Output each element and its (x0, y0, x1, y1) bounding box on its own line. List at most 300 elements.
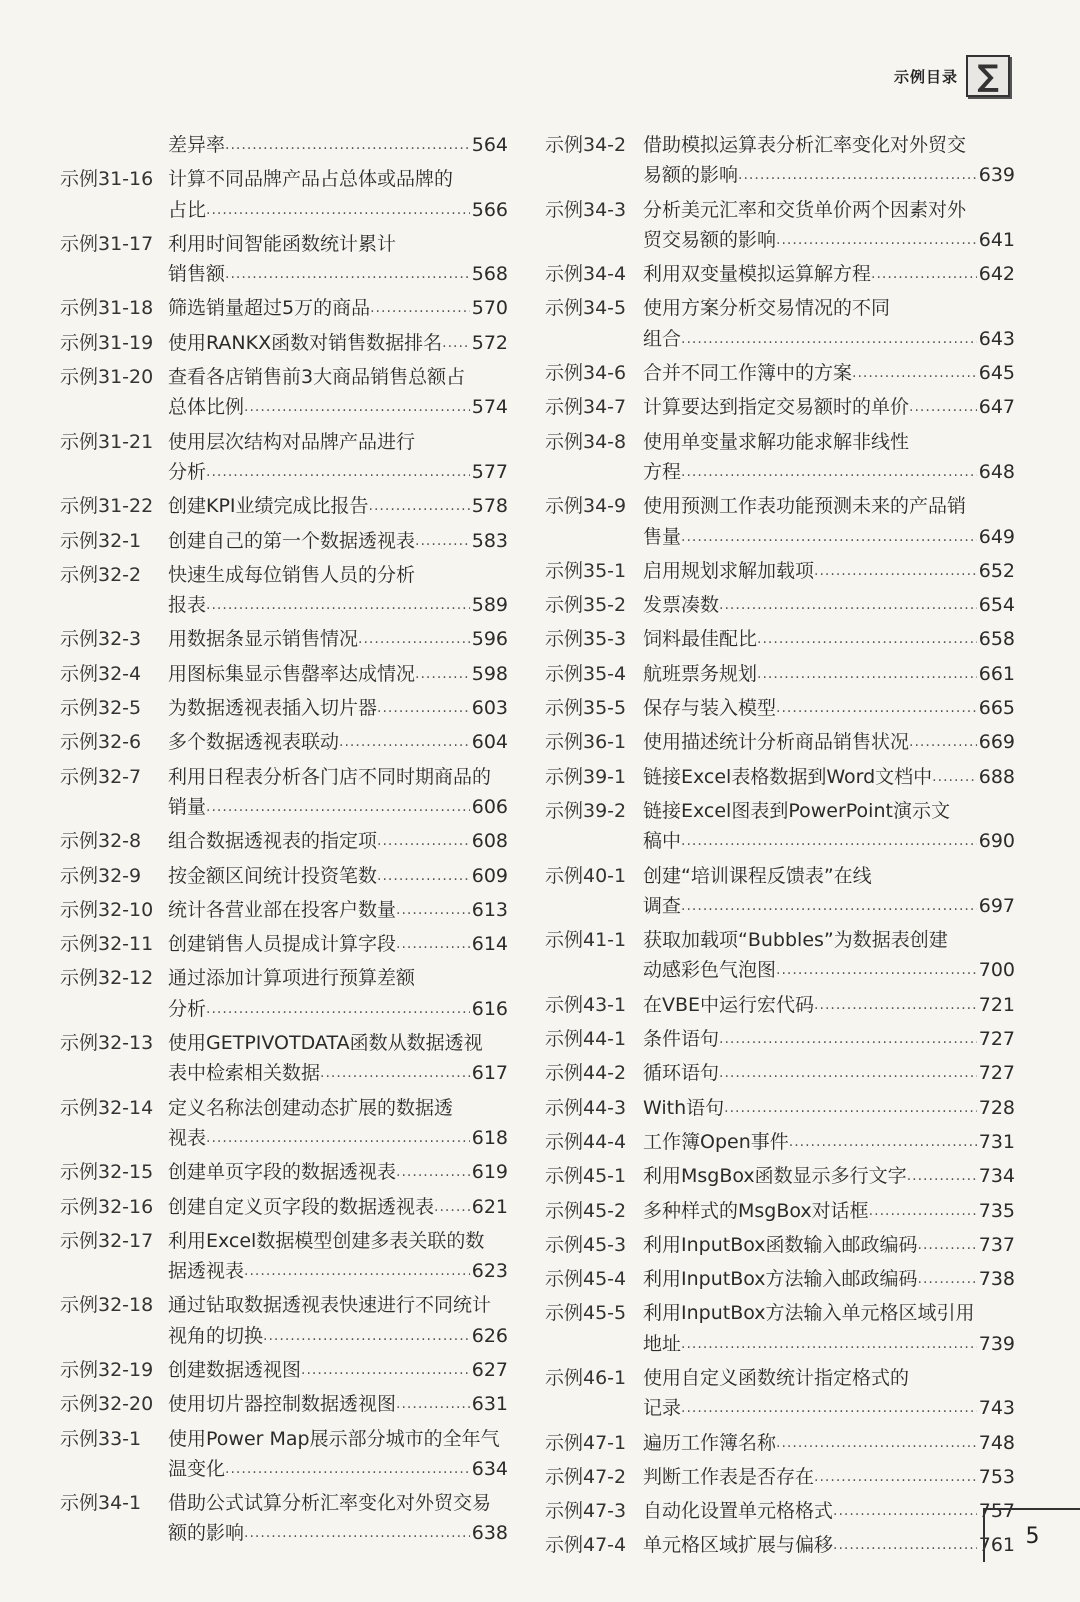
toc-leader-dots (852, 358, 977, 392)
toc-entry-title: 通过钻取数据透视表快速进行不同统计 (168, 1294, 492, 1317)
toc-entry-code (60, 130, 168, 164)
toc-entry[interactable] (60, 762, 508, 827)
toc-entry-title: 合并不同工作簿中的方案 (643, 362, 853, 385)
toc-entry[interactable] (60, 1488, 508, 1553)
toc-entry-title: 利用InputBox函数输入邮政编码 (643, 1233, 918, 1256)
toc-entry-title: 地址 (643, 1332, 682, 1355)
toc-entry-code: 示例32-6 (60, 731, 142, 754)
toc-entry[interactable] (60, 328, 508, 362)
toc-entry-page: 743 (978, 1397, 1015, 1420)
toc-entry[interactable] (60, 861, 508, 895)
toc-entry-page: 737 (978, 1233, 1015, 1256)
toc-entry-page: 654 (978, 594, 1015, 617)
toc-entry-code: 示例34-1 (60, 1492, 142, 1515)
toc-entry-page: 643 (978, 327, 1015, 350)
toc-entry[interactable] (545, 796, 1015, 861)
toc-entry-title: 遍历工作簿名称 (643, 1431, 777, 1454)
toc-entry-title: 条件语句 (643, 1028, 720, 1051)
toc-entry-code: 示例32-20 (60, 1393, 154, 1416)
toc-entry-code: 示例32-17 (60, 1229, 154, 1252)
toc-entry-code: 示例32-1 (60, 529, 142, 552)
toc-leader-dots (719, 590, 977, 624)
toc-entry[interactable] (545, 1363, 1015, 1428)
toc-entry-code: 示例32-11 (60, 933, 154, 956)
page-number-box (983, 1508, 1080, 1562)
toc-entry-page: 616 (471, 997, 508, 1020)
toc-entry-page: 631 (471, 1393, 508, 1416)
toc-leader-dots (206, 457, 470, 491)
toc-leader-dots (369, 491, 470, 525)
toc-leader-dots (776, 955, 977, 989)
toc-entry-title: 多个数据透视表联动 (168, 731, 340, 754)
toc-entry-title: 使用切片器控制数据透视图 (168, 1393, 397, 1416)
toc-entry[interactable] (60, 929, 508, 963)
toc-entry[interactable] (60, 1290, 508, 1355)
toc-entry-code: 示例32-18 (60, 1294, 154, 1317)
toc-entry[interactable] (545, 727, 1015, 761)
toc-entry-title: 利用双变量模拟运算解方程 (643, 263, 872, 286)
toc-entry-title: 创建自己的第一个数据透视表 (168, 529, 416, 552)
toc-entry[interactable] (60, 1093, 508, 1158)
toc-entry-code: 示例34-4 (545, 263, 627, 286)
toc-entry-code: 示例45-4 (545, 1268, 627, 1291)
toc-entry-code: 示例32-5 (60, 697, 142, 720)
toc-entry[interactable] (60, 963, 508, 1028)
toc-leader-dots (776, 225, 977, 259)
toc-entry-title: 利用Excel数据模型创建多表关联的数 (168, 1229, 485, 1252)
toc-entry[interactable] (60, 659, 508, 693)
toc-entry-page: 721 (978, 993, 1015, 1016)
toc-entry[interactable] (545, 293, 1015, 358)
toc-leader-dots (415, 659, 470, 693)
toc-entry[interactable] (545, 1127, 1015, 1161)
toc-entry[interactable] (545, 1496, 1015, 1530)
toc-entry-title: 分析美元汇率和交货单价两个因素对外 (643, 198, 967, 221)
toc-entry[interactable] (545, 1428, 1015, 1462)
toc-entry-code: 示例46-1 (545, 1366, 627, 1389)
toc-entry-title: 表中检索相关数据 (168, 1062, 321, 1085)
toc-entry-code: 示例32-2 (60, 563, 142, 586)
toc-entry-title: 按金额区间统计投资笔数 (168, 864, 378, 887)
toc-entry-title: 总体比例 (168, 396, 245, 419)
toc-entry-title: 用数据条显示销售情况 (168, 628, 359, 651)
toc-entry[interactable] (545, 195, 1015, 260)
toc-entry-code: 示例35-5 (545, 697, 627, 720)
toc-leader-dots (396, 929, 470, 963)
toc-entry-title: 筛选销量超过5万的商品 (168, 297, 371, 320)
toc-entry-page: 603 (471, 697, 508, 720)
toc-leader-dots (396, 1389, 470, 1423)
toc-entry[interactable] (60, 1226, 508, 1291)
toc-entry-code: 示例32-12 (60, 967, 154, 990)
toc-entry-page: 627 (471, 1358, 508, 1381)
toc-entry-code: 示例35-1 (545, 559, 627, 582)
toc-entry-page: 731 (978, 1130, 1015, 1153)
toc-entry-title: 航班票务规划 (643, 662, 758, 685)
toc-entry-code: 示例34-3 (545, 198, 627, 221)
toc-entry[interactable] (545, 358, 1015, 392)
toc-entry-title: 占比 (168, 198, 207, 221)
toc-leader-dots (244, 1518, 470, 1552)
toc-entry-title: 利用MsgBox函数显示多行文字 (643, 1165, 907, 1188)
toc-entry[interactable] (545, 1298, 1015, 1363)
toc-leader-dots (206, 195, 470, 229)
toc-entry[interactable] (545, 1264, 1015, 1298)
toc-entry-page: 734 (978, 1165, 1015, 1188)
toc-entry-page: 623 (471, 1260, 508, 1283)
toc-entry-code: 示例34-2 (545, 134, 627, 156)
toc-entry-page: 641 (978, 228, 1015, 251)
toc-leader-dots (396, 895, 470, 929)
toc-entry-title: 报表 (168, 594, 207, 617)
toc-entry-code: 示例41-1 (545, 929, 627, 952)
toc-entry[interactable] (60, 427, 508, 492)
toc-entry-code: 示例34-5 (545, 297, 627, 320)
toc-entry[interactable] (60, 526, 508, 560)
toc-entry-page: 574 (471, 396, 508, 419)
toc-leader-dots (244, 1256, 470, 1290)
toc-entry-title: 使用RANKX函数对销售数据排名 (168, 331, 443, 354)
toc-entry-title: 使用预测工作表功能预测未来的产品销 (643, 495, 967, 518)
toc-entry-code: 示例32-9 (60, 864, 142, 887)
toc-entry-page: 728 (978, 1096, 1015, 1119)
toc-entry-title: 保存与装入模型 (643, 697, 777, 720)
toc-leader-dots (681, 1329, 977, 1363)
toc-entry-title: 温变化 (168, 1457, 226, 1480)
toc-entry-title: 查看各店销售前3大商品销售总额占 (168, 366, 466, 389)
toc-entry[interactable] (60, 895, 508, 929)
toc-entry-code: 示例39-2 (545, 799, 627, 822)
toc-entry-page: 669 (978, 731, 1015, 754)
toc-entry-code: 示例45-5 (545, 1302, 627, 1325)
toc-entry[interactable] (60, 1157, 508, 1191)
toc-entry-page: 583 (471, 529, 508, 552)
toc-entry[interactable] (60, 130, 508, 164)
toc-entry[interactable] (545, 259, 1015, 293)
toc-leader-dots (358, 624, 470, 658)
toc-entry-page: 619 (471, 1161, 508, 1184)
toc-entry[interactable] (60, 624, 508, 658)
toc-leader-dots (918, 1230, 977, 1264)
toc-leader-dots (377, 861, 470, 895)
toc-entry[interactable] (545, 1058, 1015, 1092)
toc-entry-title: 通过添加计算项进行预算差额 (168, 967, 416, 990)
toc-entry-code: 示例47-3 (545, 1500, 627, 1523)
toc-entry-title: 销量 (168, 795, 207, 818)
toc-leader-dots (681, 522, 977, 556)
toc-entry-title: 创建单页字段的数据透视表 (168, 1161, 397, 1184)
toc-entry[interactable] (545, 1230, 1015, 1264)
toc-entry[interactable] (60, 826, 508, 860)
toc-entry-title: 利用InputBox方法输入单元格区域引用 (643, 1302, 975, 1325)
toc-entry-code: 示例33-1 (60, 1427, 142, 1450)
toc-entry[interactable] (60, 229, 508, 294)
toc-entry-code: 示例44-4 (545, 1130, 627, 1153)
toc-leader-dots (681, 1393, 977, 1427)
toc-entry-page: 647 (978, 396, 1015, 419)
toc-entry-code: 示例32-7 (60, 765, 142, 788)
toc-leader-dots (833, 1530, 977, 1564)
toc-entry-title: 为数据透视表插入切片器 (168, 697, 378, 720)
toc-entry-title: 组合数据透视表的指定项 (168, 830, 378, 853)
toc-entry-code: 示例45-2 (545, 1199, 627, 1222)
toc-right-column (545, 130, 1015, 1565)
toc-entry-title: 分析 (168, 997, 207, 1020)
toc-leader-dots (377, 826, 470, 860)
toc-entry-code: 示例31-17 (60, 232, 154, 255)
toc-entry-page: 606 (471, 795, 508, 818)
toc-entry[interactable] (545, 693, 1015, 727)
toc-entry-title: 创建销售人员提成计算字段 (168, 933, 397, 956)
toc-entry-code: 示例32-15 (60, 1161, 154, 1184)
toc-leader-dots (907, 1161, 977, 1195)
toc-entry-code: 示例32-13 (60, 1032, 154, 1055)
toc-entry-page: 697 (978, 894, 1015, 917)
toc-entry-page: 604 (471, 731, 508, 754)
toc-leader-dots (301, 1355, 470, 1389)
toc-leader-dots (776, 693, 977, 727)
toc-entry[interactable] (545, 1093, 1015, 1127)
toc-entry-title: 易额的影响 (643, 164, 739, 187)
toc-entry-page: 634 (471, 1457, 508, 1480)
toc-entry[interactable] (60, 1355, 508, 1389)
toc-leader-dots (370, 293, 470, 327)
toc-entry-page: 638 (471, 1522, 508, 1545)
toc-entry-code: 示例47-1 (545, 1431, 627, 1454)
toc-entry-page: 665 (978, 697, 1015, 720)
toc-leader-dots (681, 891, 977, 925)
toc-entry-code: 示例40-1 (545, 864, 627, 887)
toc-entry-title: 启用规划求解加载项 (643, 559, 815, 582)
toc-entry-page: 568 (471, 263, 508, 286)
toc-entry-title: 视表 (168, 1126, 207, 1149)
toc-entry[interactable] (60, 1424, 508, 1489)
toc-entry-code: 示例36-1 (545, 731, 627, 754)
toc-entry-page: 570 (471, 297, 508, 320)
toc-entry-title: 使用单变量求解功能求解非线性 (643, 430, 910, 453)
toc-leader-dots (719, 1024, 977, 1058)
toc-entry-page: 596 (471, 628, 508, 651)
toc-leader-dots (681, 826, 977, 860)
toc-entry[interactable] (545, 1462, 1015, 1496)
toc-leader-dots (757, 659, 977, 693)
toc-entry-code: 示例34-7 (545, 396, 627, 419)
toc-entry-code: 示例47-4 (545, 1534, 627, 1557)
toc-entry-page: 738 (978, 1268, 1015, 1291)
toc-leader-dots (206, 792, 470, 826)
toc-entry-title: 贸交易额的影响 (643, 228, 777, 251)
toc-entry-title: 发票凑数 (643, 594, 720, 617)
toc-leader-dots (225, 259, 470, 293)
toc-entry-page: 578 (471, 495, 508, 518)
toc-leader-dots (263, 1321, 470, 1355)
toc-entry-title: 使用描述统计分析商品销售状况 (643, 731, 910, 754)
toc-entry-page: 626 (471, 1324, 508, 1347)
toc-entry-page: 608 (471, 830, 508, 853)
toc-entry[interactable] (545, 861, 1015, 926)
toc-entry-title: 快速生成每位销售人员的分析 (168, 563, 416, 586)
toc-entry[interactable] (545, 762, 1015, 796)
toc-entry-code: 示例31-22 (60, 495, 154, 518)
toc-entry-page: 618 (471, 1126, 508, 1149)
toc-entry-code: 示例32-16 (60, 1195, 154, 1218)
toc-entry-code: 示例31-16 (60, 168, 154, 191)
toc-leader-dots (932, 762, 977, 796)
toc-leader-dots (869, 1196, 977, 1230)
toc-leader-dots (206, 994, 470, 1028)
toc-entry-page: 577 (471, 460, 508, 483)
toc-entry-code: 示例34-8 (545, 430, 627, 453)
toc-entry[interactable] (545, 590, 1015, 624)
toc-entry-page: 652 (978, 559, 1015, 582)
toc-entry-code: 示例32-10 (60, 898, 154, 921)
toc-entry-page: 614 (471, 933, 508, 956)
toc-leader-dots (442, 328, 470, 362)
toc-entry-page: 617 (471, 1062, 508, 1085)
toc-entry[interactable] (60, 293, 508, 327)
toc-leader-dots (225, 130, 470, 164)
toc-entry-code: 示例31-20 (60, 366, 154, 389)
toc-entry-title: 差异率 (168, 134, 226, 156)
toc-entry-title: 判断工作表是否存在 (643, 1465, 815, 1488)
toc-entry-code: 示例39-1 (545, 765, 627, 788)
toc-entry-title: 使用层次结构对品牌产品进行 (168, 430, 416, 453)
toc-entry-page: 639 (978, 164, 1015, 187)
sigma-icon: ∑ (966, 55, 1010, 97)
toc-entry-page: 727 (978, 1028, 1015, 1051)
toc-entry-title: 统计各营业部在投客户数量 (168, 898, 397, 921)
toc-entry-title: 记录 (643, 1397, 682, 1420)
toc-entry-title: 循环语句 (643, 1062, 720, 1085)
toc-entry-code: 示例32-19 (60, 1358, 154, 1381)
toc-entry-page: 690 (978, 830, 1015, 853)
toc-entry-page: 761 (978, 1534, 1015, 1557)
toc-entry-code: 示例47-2 (545, 1465, 627, 1488)
toc-entry[interactable] (60, 727, 508, 761)
toc-entry-title: 额的影响 (168, 1522, 245, 1545)
toc-leader-dots (776, 1428, 977, 1462)
toc-leader-dots (244, 392, 470, 426)
toc-entry-title: 多种样式的MsgBox对话框 (643, 1199, 869, 1222)
toc-entry-code: 示例45-1 (545, 1165, 627, 1188)
toc-leader-dots (724, 1093, 977, 1127)
toc-entry-page: 572 (471, 331, 508, 354)
toc-entry[interactable] (545, 925, 1015, 990)
toc-entry[interactable] (545, 1530, 1015, 1564)
toc-entry-title: 创建KPI业绩完成比报告 (168, 495, 369, 518)
toc-entry[interactable] (545, 1196, 1015, 1230)
toc-entry-title: 工作簿Open事件 (643, 1130, 789, 1153)
toc-entry[interactable] (545, 427, 1015, 492)
toc-entry-page: 648 (978, 460, 1015, 483)
toc-leader-dots (377, 693, 470, 727)
toc-entry-title: 创建自定义页字段的数据透视表 (168, 1195, 435, 1218)
toc-entry-page: 613 (471, 898, 508, 921)
toc-leader-dots (434, 1192, 470, 1226)
toc-entry[interactable] (60, 1192, 508, 1226)
toc-entry[interactable] (545, 990, 1015, 1024)
toc-entry-code: 示例31-18 (60, 297, 154, 320)
toc-entry-page: 564 (471, 134, 508, 156)
toc-entry-title: With语句 (643, 1096, 725, 1119)
toc-entry[interactable] (545, 1161, 1015, 1195)
toc-entry-title: 借助公式试算分析汇率变化对外贸交易 (168, 1492, 492, 1515)
toc-entry[interactable] (60, 693, 508, 727)
toc-entry-title: 单元格区域扩展与偏移 (643, 1534, 834, 1557)
toc-entry[interactable] (60, 560, 508, 625)
toc-entry-page: 642 (978, 263, 1015, 286)
toc-entry-title: 定义名称法创建动态扩展的数据透 (168, 1096, 454, 1119)
toc-entry-title: 动感彩色气泡图 (643, 959, 777, 982)
page-number: 5 (1025, 1523, 1040, 1549)
toc-entry-page: 727 (978, 1062, 1015, 1085)
toc-entry[interactable] (60, 1389, 508, 1423)
toc-entry-title: 利用时间智能函数统计累计 (168, 232, 397, 255)
toc-entry[interactable] (545, 556, 1015, 590)
toc-entry-title: 创建“培训课程反馈表”在线 (643, 864, 872, 887)
toc-entry[interactable] (60, 491, 508, 525)
toc-entry-title: 售量 (643, 525, 682, 548)
toc-entry-title: 自动化设置单元格格式 (643, 1500, 834, 1523)
toc-entry-title: 利用日程表分析各门店不同时期商品的 (168, 765, 492, 788)
toc-leader-dots (339, 727, 470, 761)
toc-leader-dots (871, 259, 977, 293)
toc-leader-dots (909, 392, 977, 426)
toc-entry-page: 645 (978, 362, 1015, 385)
toc-entry-code: 示例31-21 (60, 430, 154, 453)
toc-entry[interactable] (60, 1028, 508, 1093)
toc-entry-title: 调查 (643, 894, 682, 917)
toc-entry-title: 稿中 (643, 830, 682, 853)
toc-entry-title: 据透视表 (168, 1260, 245, 1283)
toc-entry-title: 计算要达到指定交易额时的单价 (643, 396, 910, 419)
toc-entry[interactable] (545, 624, 1015, 658)
toc-entry-title: 利用InputBox方法输入邮政编码 (643, 1268, 918, 1291)
toc-leader-dots (757, 624, 977, 658)
toc-entry-page: 700 (978, 959, 1015, 982)
toc-entry[interactable] (60, 362, 508, 427)
toc-entry-page: 739 (978, 1332, 1015, 1355)
toc-entry-title: 组合 (643, 327, 682, 350)
toc-entry-code: 示例44-2 (545, 1062, 627, 1085)
toc-entry-page: 688 (978, 765, 1015, 788)
toc-leader-dots (681, 324, 977, 358)
toc-entry-title: 使用GETPIVOTDATA函数从数据透视 (168, 1032, 483, 1055)
toc-leader-dots (225, 1454, 470, 1488)
toc-entry[interactable] (60, 164, 508, 229)
toc-leader-dots (206, 1123, 470, 1157)
toc-leader-dots (814, 556, 977, 590)
toc-entry-code: 示例34-6 (545, 362, 627, 385)
toc-entry-code: 示例44-1 (545, 1028, 627, 1051)
toc-entry-page: 589 (471, 594, 508, 617)
toc-entry-code: 示例32-14 (60, 1096, 154, 1119)
toc-leader-dots (415, 526, 470, 560)
toc-leader-dots (918, 1264, 977, 1298)
toc-leader-dots (396, 1157, 470, 1191)
toc-entry-title: 分析 (168, 460, 207, 483)
toc-entry-title: 创建数据透视图 (168, 1358, 302, 1381)
toc-entry[interactable] (545, 130, 1015, 195)
toc-entry-title: 链接Excel图表到PowerPoint演示文 (643, 799, 950, 822)
toc-entry-code: 示例32-4 (60, 662, 142, 685)
toc-entry[interactable] (545, 659, 1015, 693)
toc-entry[interactable] (545, 392, 1015, 426)
toc-entry[interactable] (545, 491, 1015, 556)
toc-entry-title: 计算不同品牌产品占总体或品牌的 (168, 168, 454, 191)
toc-entry-title: 借助模拟运算表分析汇率变化对外贸交 (643, 134, 967, 156)
toc-entry[interactable] (545, 1024, 1015, 1058)
